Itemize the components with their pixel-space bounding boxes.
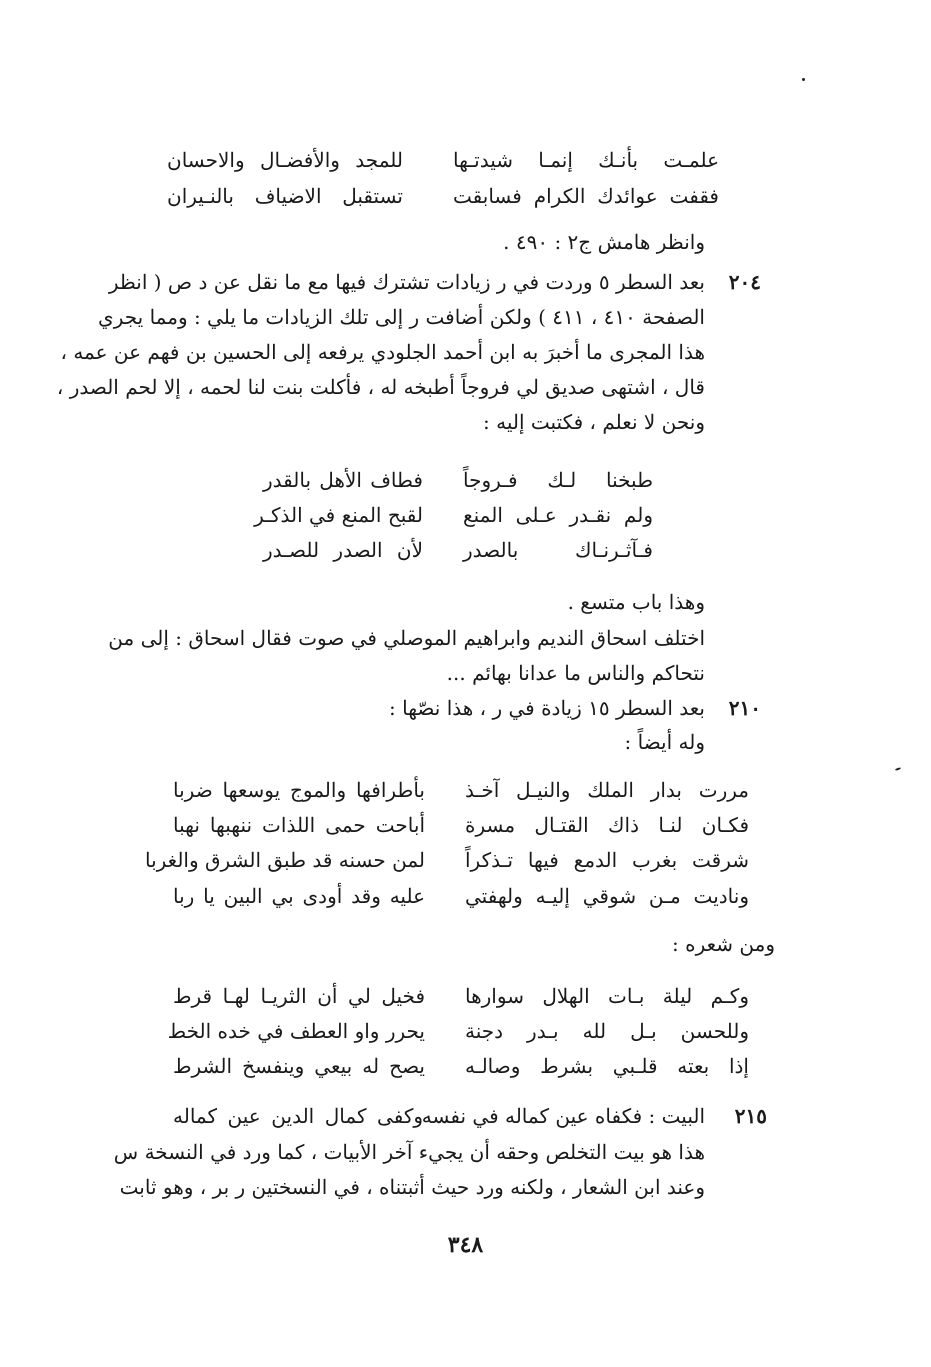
prose-line: ومن شعره : (672, 932, 775, 956)
first-hemistich: فـآثـرنـاك بالصدر (463, 538, 653, 562)
verse-line (263, 536, 653, 564)
first-hemistich: وناديت مـن شوقي إليـه ولهفتي (465, 884, 749, 908)
verse-line (144, 846, 749, 874)
note-line: الصفحة ٤١٠ ، ٤١١ ) ولكن أضافت ر إلى تلك الزيادات ما يلي : ومما يجري (98, 305, 705, 329)
second-hemistich: يصح له بيعي وينفسخ الشرط (173, 1054, 425, 1078)
prose-line: وانظر هامش ج٢ : ٤٩٠ . (503, 230, 705, 254)
second-hemistich: لأن الصدر للصـدر (263, 538, 423, 562)
prose-line: اختلف اسحاق النديم وابراهيم الموصلي في صوت فقال اسحاق : إلى من (108, 626, 705, 650)
first-hemistich: ولم نقـدر عـلى المنع (463, 503, 653, 527)
ink-speck (802, 78, 805, 81)
note-line: ونحن لا نعلم ، فكتبت إليه : (483, 410, 705, 434)
prose-line: وهذا باب متسع . (567, 590, 705, 614)
first-hemistich: البيت : فكفاه عين كماله في نفسه (421, 1104, 705, 1128)
second-hemistich: فطاف الأهل بالقدر (263, 468, 423, 492)
note-line: وعند ابن الشعار ، ولكنه ورد حيث أثبتناه ، في النسختين ر بر ، وهو ثابت (119, 1175, 705, 1199)
first-hemistich: طبخنا لـك فـروجاً (463, 468, 653, 492)
verse-line (173, 1102, 705, 1130)
verse-line (263, 466, 653, 494)
verse-line (173, 982, 749, 1010)
first-hemistich: فقفت عوائدك الكرام فسابقت (453, 184, 719, 208)
first-hemistich: علمـت بأنـك إنمـا شيدتـها (453, 148, 719, 172)
first-hemistich: إذا بعته قلـبي بشرط وصالـه (465, 1054, 749, 1078)
note-line: بعد السطر ٥ وردت في ر زيادات تشترك فيها مع ما نقل عن د ص ( انظر (108, 270, 705, 294)
verse-line (173, 811, 749, 839)
second-hemistich: فخيل لي أن الثريـا لهـا قرط (173, 984, 425, 1008)
second-hemistich: وكفى كمال الدين عين كماله (173, 1104, 423, 1128)
second-hemistich: عليه وقد أودى بي البين يا ربا (173, 884, 425, 908)
note-line: قال ، اشتهى صديق لي فروجاً أطبخه له ، فأكلت بنت لنا لحمه ، إلا لحم الصدر ، (56, 375, 705, 399)
second-hemistich: لقبح المنع في الذكـر (254, 503, 423, 527)
note-number: ٢١٠ (728, 696, 761, 720)
verse-line (173, 776, 749, 804)
note-number: ٢٠٤ (728, 270, 761, 294)
verse-line (167, 146, 719, 174)
verse-line (173, 1052, 749, 1080)
verse-line (167, 182, 719, 210)
first-hemistich: فكـان لنـا ذاك القتـال مسرة (465, 813, 749, 837)
second-hemistich: تستقبل الاضياف بالنـيران (167, 184, 403, 208)
first-hemistich: شرقت بغرب الدمع فيها تـذكراً (465, 848, 749, 872)
second-hemistich: أباحت حمى اللذات ننهبها نهبا (173, 813, 425, 837)
note-line: وله أيضاً : (624, 730, 705, 754)
note-line: بعد السطر ١٥ زيادة في ر ، هذا نصّها : (389, 696, 705, 720)
ink-speck (895, 767, 901, 771)
first-hemistich: وللحسن بـل لله بـدر دجنة (465, 1019, 749, 1043)
verse-line (173, 882, 749, 910)
note-number: ٢١٥ (734, 1104, 767, 1128)
verse-line (254, 501, 653, 529)
page-number: ٣٤٨ (447, 1232, 484, 1258)
first-hemistich: وكـم ليلة بـات الهلال سوارها (465, 984, 749, 1008)
verse-line (167, 1017, 749, 1045)
second-hemistich: يحرر واو العطف في خده الخط (167, 1019, 425, 1043)
second-hemistich: لمن حسنه قد طبق الشرق والغربا (144, 848, 425, 872)
second-hemistich: بأطرافها والموج يوسعها ضربا (173, 778, 425, 802)
note-line: هذا هو بيت التخلص وحقه أن يجيء آخر الأبيات ، كما ورد في النسخة س (113, 1140, 705, 1164)
first-hemistich: مررت بدار الملك والنيـل آخـذ (465, 778, 749, 802)
note-line: هذا المجرى ما أخبرَ به ابن أحمد الجلودي يرفعه إلى الحسين بن فهم عن عمه ، (60, 340, 705, 364)
prose-line: نتحاكم والناس ما عدانا بهائم ... (446, 661, 705, 685)
second-hemistich: للمجد والأفضـال والاحسان (167, 148, 403, 172)
